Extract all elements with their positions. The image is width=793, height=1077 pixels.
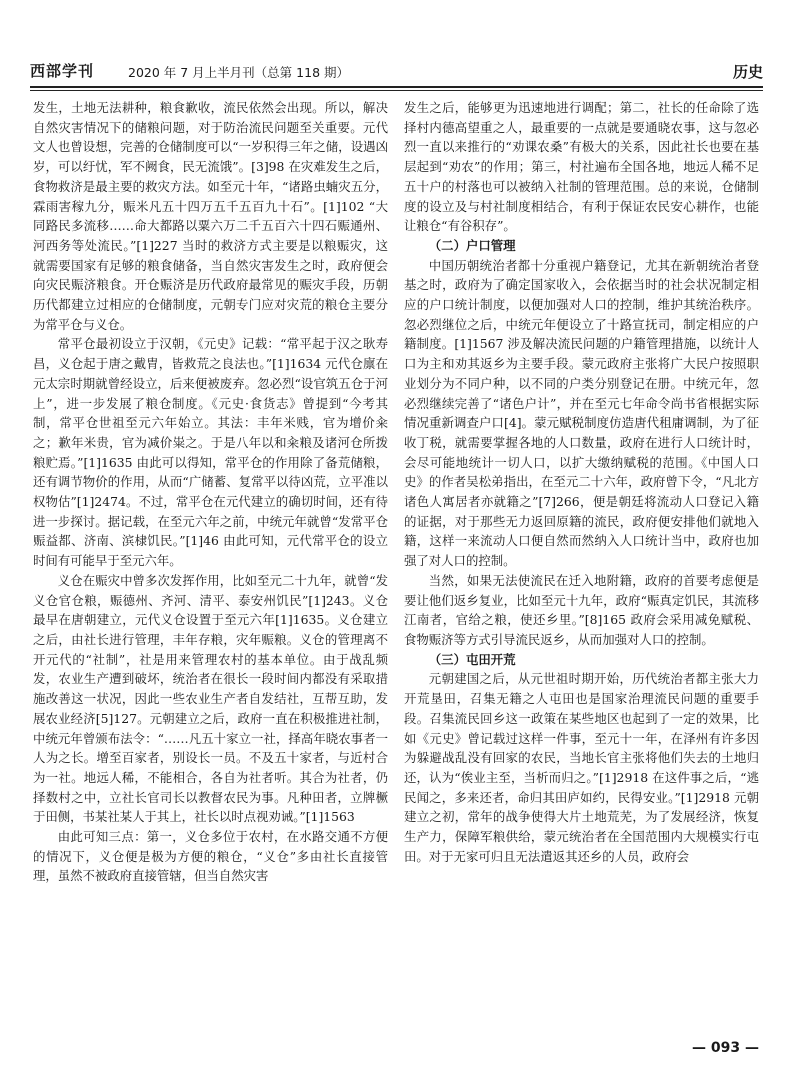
paragraph: 当然，如果无法使流民在迁入地附籍，政府的首要考虑便是要让他们返乡复业，比如至元十九年，政府“赈真定饥民，其流移江南者，官给之粮，使还乡里。”[8]165 政府会采用减免赋税、食物赈济等方式引导流民返乡，从而加强对人口的控制。 — [404, 572, 759, 647]
journal-name: 西部学刊 — [30, 62, 95, 80]
section-label: 历史 — [732, 63, 763, 81]
right-column — [404, 98, 759, 866]
left-column — [33, 98, 388, 886]
page-number: — 093 — — [692, 1040, 759, 1056]
section-heading: （二）户口管理 — [428, 237, 516, 253]
issue-info: 2020 年 7 月上半月刊（总第 118 期） — [128, 65, 349, 80]
paragraph: 常平仓最初设立于汉朝，《元史》记载：“常平起于汉之耿寿昌，义仓起于唐之戴胄，皆救荒之良法也。”[1]1634 元代仓廪在元太宗时期就曾经设立，后来便被废弃。忽必烈“设官筑五仓于河上”，进一步发展了粮仓制度。《元史·食货志》曾提到“今考其制，常平仓世祖至元六年始立。其法：丰年米贱，官为增价籴之；歉年米贵，官为减价粜之。于是八年以和籴粮及诸河仓所拨粮贮焉。”[1]1635 由此可以得知，常平仓的作用除了备荒储粮，还有调节物价的作用，从而“广储蓄、复常平以待凶荒，立平准以权物估”[1]2474。不过，常平仓在元代建立的确切时间，还有待进一步探讨。据记载，在至元六年之前，中统元年就曾“发常平仓赈益都、济南、滨棣饥民。”[1]46 由此可知，元代常平仓的设立时间有可能早于至元六年。 — [33, 336, 388, 569]
paragraph: 发生之后，能够更为迅速地进行调配；第二，社长的任命除了选择村内德高望重之人，最重要的一点就是要通晓农事，这与忽必烈一直以来推行的“劝课农桑”有极大的关系，因此社长也要在基层起到“劝农”的作用；第三，村社遍布全国各地，地远人稀不足五十户的村落也可以被纳入社制的管理范围。总的来说，仓储制度的设立及与村社制度相结合，有利于保证农民安心耕作，也能让粮仓“有谷积存”。 — [404, 100, 759, 234]
paragraph: 由此可知三点：第一，义仓多位于农村，在水路交通不方便的情况下，义仓便是极为方便的粮仓，“义仓”多由社长直接管理，虽然不被政府直接管辖，但当自然灾害 — [33, 829, 388, 884]
paragraph: 发生，土地无法耕种，粮食歉收，流民依然会出现。所以，解决自然灾害情况下的储粮问题，对于防治流民问题至关重要。元代文人也曾设想，完善的仓储制度可以“一岁积得三年之储，设遇凶岁，可以纡忧，军不阙食，民无流饿”。[3]98 在灾难发生之后，食物救济是最主要的救灾方法。如至元十年，“诸路虫蝻灾五分，霖雨害稼九分，赈米凡五十四万五千五百九十石”。[1]102 “大同路民多流移……命大都路以粟六万二千五百六十四石赈通州、河西务等处流民。”[1]227 当时的救济方式主要是以粮赈灾，这就需要国家有足够的粮食储备，当自然灾害发生之时，政府便会向灾民赈济粮食。开仓赈济是历代政府最常见的赈灾手段，历朝历代都建立过相应的仓储制度，元朝专门应对灾荒的粮仓主要分为常平仓与义仓。 — [33, 100, 388, 332]
section-heading: （三）屯田开荒 — [428, 651, 516, 667]
paragraph: 中国历朝统治者都十分重视户籍登记，尤其在新朝统治者登基之时，政府为了确定国家收入，会依据当时的社会状况制定相应的户口统计制度，以便加强对人口的控制，维护其统治秩序。忽必烈继位之后，中统元年便设立了十路宣抚司，制定相应的户籍制度。[1]1567 涉及解决流民问题的户籍管理措施，以统计人口为主和劝其返乡为主要手段。蒙元政府主张将广大民户按照职业划分为不同户种，以不同的户类分别登记在册。中统元年，忽必烈继续完善了“诸色户计”，并在至元七年命令尚书省根据实际情况重新调查户口[4]。蒙元赋税制度仿造唐代租庸调制，为了征收丁税，就需要掌握各地的人口数量，政府在进行人口统计时，会尽可能地统计一切人口，以扩大缴纳赋税的范围。《中国人口史》的作者吴松弟指出，在至元二十六年，政府曾下令，“凡北方诸色人寓居者亦就籍之”[7]266，便是朝廷将流动人口登记入籍的证据，对于那些无力返回原籍的流民，政府便安排他们就地入籍，这样一来流动人口便自然而然纳入人口统计当中，政府也加强了对人口的控制。 — [404, 257, 759, 569]
paragraph: 元朝建国之后，从元世祖时期开始，历代统治者都主张大力开荒垦田，召集无籍之人屯田也是国家治理流民问题的重要手段。召集流民回乡这一政策在某些地区也起到了一定的效果，比如《元史》曾记载过这样一件事，至元十一年，在泽州有许多因为躲避战乱没有回家的农民，当地长官主张将他们失去的土地归还，认为“俟业主至，当析而归之。”[1]2918 在这件事之后，“逃民闻之，多来还者，命归其田庐如约，民得安业。”[1]2918 元朝建立之初，常年的战争使得大片土地荒芜，为了发展经济，恢复生产力，保障军粮供给，蒙元统治者在全国范围内大规模实行屯田。对于无家可归且无法遣返其还乡的人员，政府会 — [404, 671, 759, 864]
page-header — [30, 58, 763, 86]
header-rule-thin — [30, 90, 763, 91]
paragraph: 义仓在赈灾中曾多次发挥作用，比如至元二十九年，就曾“发义仓官仓粮，赈德州、齐河、清平、泰安州饥民”[1]243。义仓最早在唐朝建立，元代义仓设置于至元六年[1]1635。义仓建立之后，由社长进行管理，丰年存粮，灾年赈粮。义仓的管理离不开元代的“社制”，社是用来管理农村的基本单位。由于战乱频发，农业生产遭到破坏，统治者在很长一段时间内都没有采取措施改善这一状况，因此一些农业生产者自发结社，互帮互助，发展农业经济[5]127。元朝建立之后，政府一直在积极推进社制，中统元年曾颁布法令：“……凡五十家立一社，择高年晓农事者一人为之长。增至百家者，别设长一员。不及五十家者，与近村合为一社。地远人稀，不能相合，各自为社者听。其合为社者，仍择数村之中，立社长官司长以教督农民为事。凡种田者，立牌橛于田侧，书某社某人于其上，社长以时点视劝诫。”[1]1563 — [33, 572, 388, 825]
header-rule-thick — [30, 86, 763, 88]
